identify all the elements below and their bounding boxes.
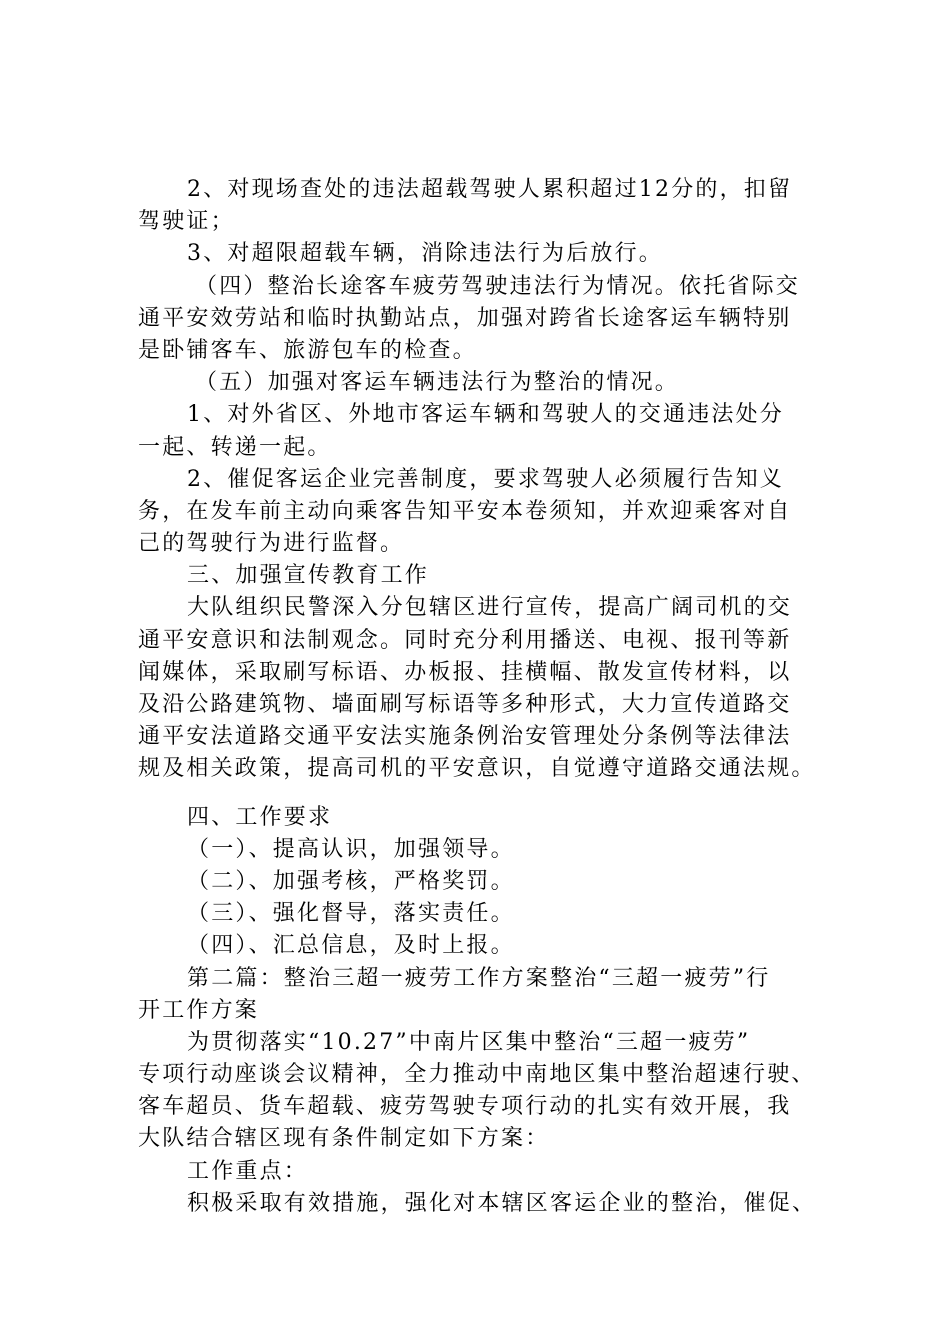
text-line: 通平安效劳站和临时执勤站点，加强对跨省长途客运车辆特别 xyxy=(138,305,792,331)
section-heading: 工作重点： xyxy=(187,1158,309,1184)
text-line: 开工作方案 xyxy=(138,997,260,1023)
text-line: 为贯彻落实“10.27”中南片区集中整治“三超一疲劳” xyxy=(187,1029,751,1055)
text-line: 1、对外省区、外地市客运车辆和驾驶人的交通违法处分 xyxy=(187,402,784,428)
text-line: 专项行动座谈会议精神，全力推动中南地区集中整治超速行驶、 xyxy=(138,1062,816,1088)
document-body xyxy=(138,174,838,1220)
section-heading: （四）整治长途客车疲劳驾驶违法行为情况。依托省际交 xyxy=(195,273,801,299)
section-heading: 四、工作要求 xyxy=(187,804,333,830)
chapter-heading: 第二篇：整治三超一疲劳工作方案整治“三超一疲劳”行 xyxy=(187,965,771,991)
text-line: 通平安法道路交通平安法实施条例治安管理处分条例等法律法 xyxy=(138,724,792,750)
requirement-item: （三）、强化督导，落实责任。 xyxy=(187,901,515,927)
requirement-item: （一）、提高认识，加强领导。 xyxy=(187,836,515,862)
text-line: 规及相关政策，提高司机的平安意识，自觉遵守道路交通法规。 xyxy=(138,756,816,782)
text-line: 3、对超限超载车辆，消除违法行为后放行。 xyxy=(187,241,663,267)
requirement-item: （四）、汇总信息，及时上报。 xyxy=(187,933,515,959)
paragraph-gap xyxy=(138,786,838,802)
text-line: 驾驶证； xyxy=(138,209,235,235)
text-line: 2、催促客运企业完善制度，要求驾驶人必须履行告知义 xyxy=(187,466,784,492)
section-heading: （五）加强对客运车辆违法行为整治的情况。 xyxy=(195,370,680,396)
text-line: 通平安意识和法制观念。同时充分利用播送、电视、报刊等新 xyxy=(138,627,792,653)
text-line: 闻媒体，采取刷写标语、办板报、挂横幅、散发宣传材料，以 xyxy=(138,659,792,685)
text-line: 己的驾驶行为进行监督。 xyxy=(138,531,405,557)
text-line: 是卧铺客车、旅游包车的检查。 xyxy=(138,337,477,363)
text-line: 2、对现场查处的违法超载驾驶人累积超过12分的，扣留 xyxy=(187,177,793,202)
text-line: 一起、转递一起。 xyxy=(138,434,332,460)
section-heading: 三、加强宣传教育工作 xyxy=(187,563,430,589)
text-line: 大队组织民警深入分包辖区进行宣传，提高广阔司机的交 xyxy=(187,595,793,621)
text-line: 及沿公路建筑物、墙面刷写标语等多种形式，大力宣传道路交 xyxy=(138,692,792,717)
text-line: 大队结合辖区现有条件制定如下方案： xyxy=(138,1126,550,1152)
text-line: 客车超员、货车超载、疲劳驾驶专项行动的扎实有效开展，我 xyxy=(138,1094,792,1120)
text-line: 积极采取有效措施，强化对本辖区客运企业的整治，催促、 xyxy=(187,1190,817,1216)
text-line: 务，在发车前主动向乘客告知平安本卷须知，并欢迎乘客对自 xyxy=(138,498,792,524)
requirement-item: （二）、加强考核，严格奖罚。 xyxy=(187,868,515,894)
